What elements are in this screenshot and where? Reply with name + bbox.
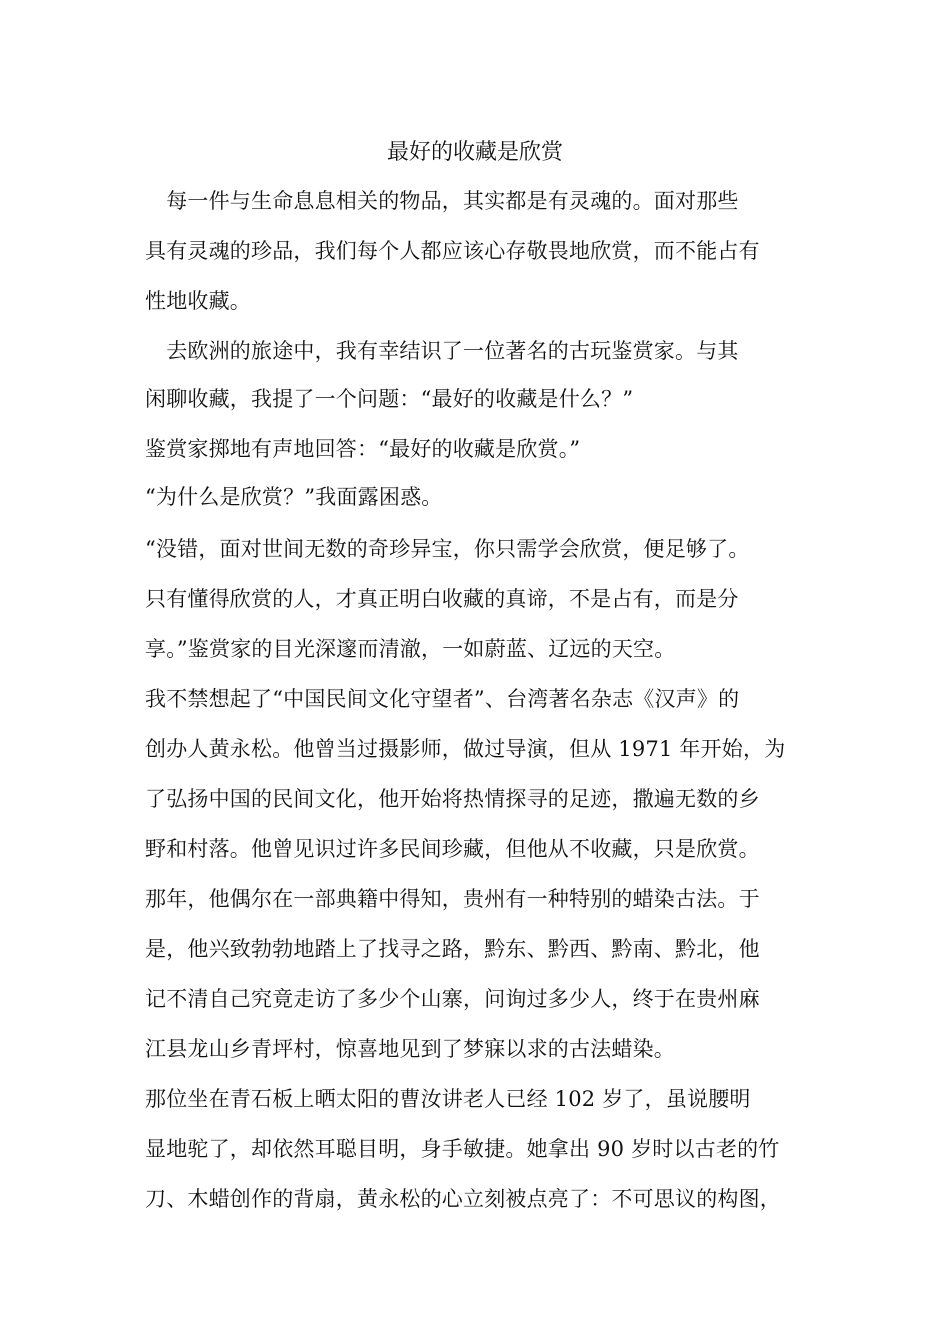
text-line: 刀、木蜡创作的背扇，黄永松的心立刻被点亮了：不可思议的构图， [145,1187,781,1211]
text-line: 鉴赏家掷地有声地回答：“最好的收藏是欣赏。” [145,437,581,461]
text-line: 具有灵魂的珍品，我们每个人都应该心存敬畏地欣赏，而不能占有 [145,239,760,263]
text-line: “为什么是欣赏？”我面露困惑。 [145,485,443,509]
text-line: 每一件与生命息息相关的物品，其实都是有灵魂的。面对那些 [145,189,739,213]
text-line: 性地收藏。 [145,289,251,313]
text-line: 那年，他偶尔在一部典籍中得知，贵州有一种特别的蜡染古法。于 [145,887,760,911]
text-line: 闲聊收藏，我提了一个问题：“最好的收藏是什么？” [145,387,634,411]
text-line: 野和村落。他曾见识过许多民间珍藏，但他从不收藏，只是欣赏。 [145,837,760,861]
text-line: 去欧洲的旅途中，我有幸结识了一位著名的古玩鉴赏家。与其 [145,339,739,363]
text-line: 创办人黄永松。他曾当过摄影师，做过导演，但从 1971 年开始，为 [145,737,786,761]
text-line: 只有懂得欣赏的人，才真正明白收藏的真谛，不是占有，而是分 [145,587,739,611]
text-line: 是，他兴致勃勃地踏上了找寻之路，黔东、黔西、黔南、黔北，他 [145,937,760,961]
text-line: 享。”鉴赏家的目光深邃而清澈，一如蔚蓝、辽远的天空。 [145,637,676,661]
text-line: 江县龙山乡青坪村，惊喜地见到了梦寐以求的古法蜡染。 [145,1037,675,1061]
text-line: 那位坐在青石板上晒太阳的曹汝讲老人已经 102 岁了，虽说腰明 [145,1087,751,1111]
text-line: 我不禁想起了“中国民间文化守望者”、台湾著名杂志《汉声》的 [145,687,740,711]
text-line: “没错，面对世间无数的奇珍异宝，你只需学会欣赏，便足够了。 [145,537,750,561]
text-line: 了弘扬中国的民间文化，他开始将热情探寻的足迹，撒遍无数的乡 [145,787,760,811]
text-line: 记不清自己究竟走访了多少个山寨，问询过多少人，终于在贵州麻 [145,987,760,1011]
text-line: 显地驼了，却依然耳聪目明，身手敏捷。她拿出 90 岁时以古老的竹 [145,1137,780,1161]
document-title: 最好的收藏是欣赏 [386,140,563,165]
